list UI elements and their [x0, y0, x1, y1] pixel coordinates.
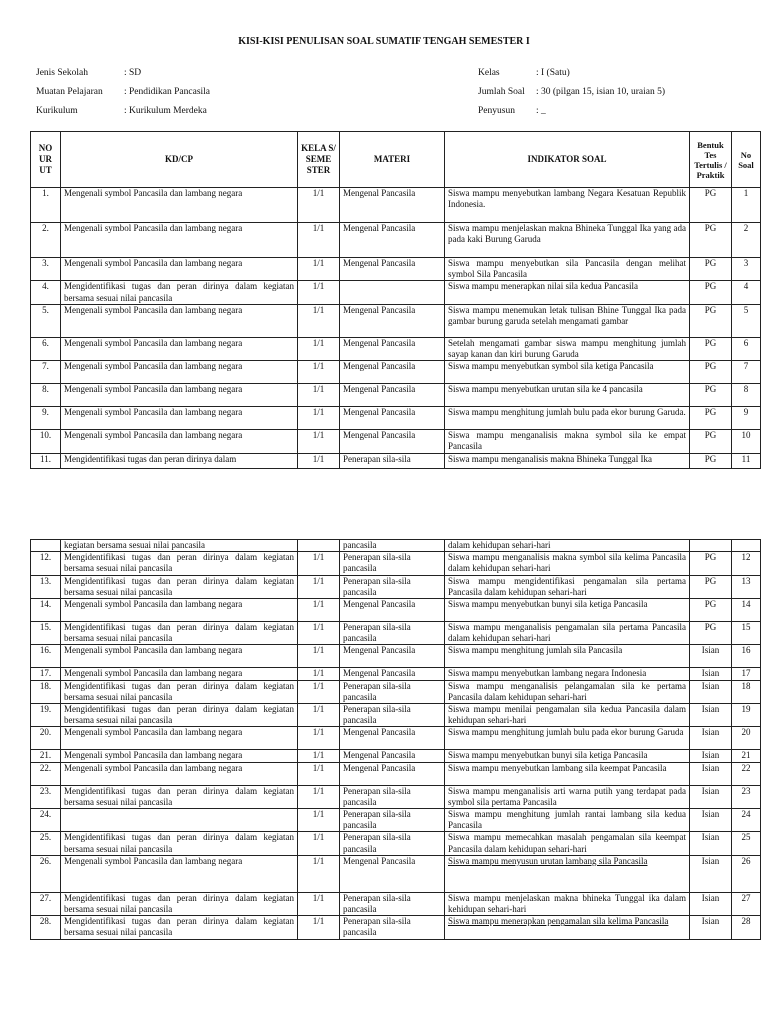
cell-no-soal: 16	[732, 645, 761, 668]
table-row	[31, 223, 761, 258]
cell-no-soal: 23	[732, 785, 761, 808]
table-row	[31, 809, 761, 832]
cell-no: 12.	[31, 552, 61, 575]
header-materi: MATERI	[340, 132, 445, 188]
cell-no-soal: 7	[732, 361, 761, 384]
cell-kd-cp: Mengidentifikasi tugas dan peran dirinya dalam kegiatan bersama sesuai nilai pancasila	[61, 916, 298, 939]
meta-row-jenis-sekolah	[36, 64, 210, 83]
cell-materi: pancasila	[340, 540, 445, 552]
cell-no: 24.	[31, 809, 61, 832]
cell-materi: Mengenal Pancasila	[340, 407, 445, 430]
cell-materi: Penerapan sila-sila pancasila	[340, 916, 445, 939]
cell-materi: Penerapan sila-sila pancasila	[340, 832, 445, 855]
cell-no-soal: 1	[732, 188, 761, 223]
cell-materi: Mengenal Pancasila	[340, 855, 445, 892]
header-bentuk-tes: Bentuk Tes Tertulis / Praktik	[690, 132, 732, 188]
cell-no: 18.	[31, 680, 61, 703]
table-row	[31, 407, 761, 430]
cell-kelas: 1/1	[298, 855, 340, 892]
cell-no-soal: 27	[732, 892, 761, 915]
cell-no-soal: 10	[732, 430, 761, 453]
meta-right	[478, 64, 665, 121]
cell-bentuk: Isian	[690, 892, 732, 915]
cell-no-soal: 19	[732, 704, 761, 727]
table-row	[31, 622, 761, 645]
cell-bentuk: Isian	[690, 750, 732, 762]
cell-indikator: Siswa mampu menghitung jumlah rantai lambang sila kedua Pancasila	[445, 809, 690, 832]
cell-kd-cp: Mengenali symbol Pancasila dan lambang negara	[61, 645, 298, 668]
cell-kd-cp: Mengenali symbol Pancasila dan lambang negara	[61, 223, 298, 258]
cell-bentuk: PG	[690, 188, 732, 223]
table-row	[31, 750, 761, 762]
cell-no-soal: 25	[732, 832, 761, 855]
table-row	[31, 668, 761, 680]
cell-kelas: 1/1	[298, 892, 340, 915]
cell-indikator: Siswa mampu menghitung jumlah bulu pada ekor burung Garuda.	[445, 407, 690, 430]
cell-materi: Mengenal Pancasila	[340, 361, 445, 384]
cell-kelas: 1/1	[298, 809, 340, 832]
cell-bentuk: PG	[690, 304, 732, 337]
cell-kd-cp: kegiatan bersama sesuai nilai pancasila	[61, 540, 298, 552]
table-row	[31, 645, 761, 668]
meta-row-kurikulum	[36, 102, 210, 121]
cell-materi: Mengenal Pancasila	[340, 337, 445, 360]
cell-kelas: 1/1	[298, 750, 340, 762]
cell-materi	[340, 281, 445, 304]
cell-indikator: Siswa mampu menerapkan nilai sila kedua Pancasila	[445, 281, 690, 304]
cell-no: 22.	[31, 762, 61, 785]
cell-no-soal: 26	[732, 855, 761, 892]
kisi-kisi-table-page-1	[30, 131, 761, 469]
cell-kelas: 1/1	[298, 223, 340, 258]
cell-no-soal: 3	[732, 258, 761, 281]
cell-materi: Mengenal Pancasila	[340, 668, 445, 680]
meta-row-muatan-pelajaran	[36, 83, 210, 102]
cell-kelas: 1/1	[298, 599, 340, 622]
cell-kd-cp: Mengidentifikasi tugas dan peran dirinya dalam kegiatan bersama sesuai nilai pancasila	[61, 281, 298, 304]
cell-no-soal: 22	[732, 762, 761, 785]
table-row	[31, 892, 761, 915]
cell-indikator: Siswa mampu menyebutkan lambang sila keempat Pancasila	[445, 762, 690, 785]
cell-kelas: 1/1	[298, 188, 340, 223]
cell-no-soal: 5	[732, 304, 761, 337]
cell-indikator: Siswa mampu menganalisis arti warna putih yang terdapat pada symbol sila pertama Pancasila	[445, 785, 690, 808]
cell-bentuk: PG	[690, 281, 732, 304]
cell-no-soal: 6	[732, 337, 761, 360]
cell-kelas: 1/1	[298, 384, 340, 407]
meta-value: : _	[536, 106, 546, 116]
cell-no-soal: 12	[732, 552, 761, 575]
header-kd-cp: KD/CP	[61, 132, 298, 188]
meta-label: Jenis Sekolah	[36, 68, 88, 78]
table-row	[31, 704, 761, 727]
cell-materi: Mengenal Pancasila	[340, 430, 445, 453]
cell-bentuk: Isian	[690, 855, 732, 892]
cell-kd-cp: Mengenali symbol Pancasila dan lambang negara	[61, 430, 298, 453]
cell-no: 4.	[31, 281, 61, 304]
cell-kd-cp: Mengenali symbol Pancasila dan lambang negara	[61, 727, 298, 750]
table-row	[31, 453, 761, 468]
cell-bentuk: PG	[690, 361, 732, 384]
table-row	[31, 762, 761, 785]
cell-kelas: 1/1	[298, 407, 340, 430]
cell-no: 25.	[31, 832, 61, 855]
cell-no: 7.	[31, 361, 61, 384]
cell-materi: Penerapan sila-sila pancasila	[340, 552, 445, 575]
cell-indikator: Siswa mampu menghitung jumlah sila Pancasila	[445, 645, 690, 668]
cell-kelas	[298, 540, 340, 552]
cell-materi: Mengenal Pancasila	[340, 304, 445, 337]
cell-materi: Penerapan sila-sila pancasila	[340, 680, 445, 703]
cell-kd-cp: Mengenali symbol Pancasila dan lambang negara	[61, 361, 298, 384]
cell-no: 2.	[31, 223, 61, 258]
cell-indikator: dalam kehidupan sehari-hari	[445, 540, 690, 552]
cell-kelas: 1/1	[298, 785, 340, 808]
table-row	[31, 832, 761, 855]
cell-bentuk: PG	[690, 552, 732, 575]
cell-kelas: 1/1	[298, 337, 340, 360]
cell-no: 11.	[31, 453, 61, 468]
cell-indikator: Siswa mampu menyebutkan lambang Negara Kesatuan Republik Indonesia.	[445, 188, 690, 223]
cell-kd-cp: Mengidentifikasi tugas dan peran dirinya dalam kegiatan bersama sesuai nilai pancasila	[61, 575, 298, 598]
cell-kelas: 1/1	[298, 258, 340, 281]
cell-bentuk: PG	[690, 407, 732, 430]
cell-kelas: 1/1	[298, 645, 340, 668]
header-indikator-soal: INDIKATOR SOAL	[445, 132, 690, 188]
cell-kd-cp: Mengenali symbol Pancasila dan lambang negara	[61, 599, 298, 622]
cell-no-soal: 17	[732, 668, 761, 680]
table-row	[31, 727, 761, 750]
cell-materi: Penerapan sila-sila pancasila	[340, 622, 445, 645]
cell-bentuk: Isian	[690, 704, 732, 727]
cell-kelas: 1/1	[298, 832, 340, 855]
cell-no: 13.	[31, 575, 61, 598]
cell-indikator: Siswa mampu menjelaskan makna Bhineka Tunggal Ika yang ada pada kaki Burung Garuda	[445, 223, 690, 258]
cell-no-soal: 15	[732, 622, 761, 645]
cell-no: 8.	[31, 384, 61, 407]
cell-bentuk: PG	[690, 223, 732, 258]
cell-bentuk: PG	[690, 622, 732, 645]
cell-no-soal: 21	[732, 750, 761, 762]
table-row	[31, 281, 761, 304]
cell-no	[31, 540, 61, 552]
table-row	[31, 430, 761, 453]
table-row	[31, 680, 761, 703]
cell-no: 1.	[31, 188, 61, 223]
cell-kelas: 1/1	[298, 361, 340, 384]
table-row	[31, 540, 761, 552]
cell-indikator: Siswa mampu menganalisis makna symbol sila kelima Pancasila dalam kehidupan sehari-hari	[445, 552, 690, 575]
table-row	[31, 916, 761, 939]
cell-no-soal	[732, 540, 761, 552]
cell-no: 16.	[31, 645, 61, 668]
cell-no: 21.	[31, 750, 61, 762]
header-no-urut: NO UR UT	[31, 132, 61, 188]
cell-no: 14.	[31, 599, 61, 622]
cell-indikator: Siswa mampu memecahkan masalah pengamalan sila keempat Pancasila dalam kehidupan sehari-hari	[445, 832, 690, 855]
cell-kelas: 1/1	[298, 704, 340, 727]
cell-no-soal: 18	[732, 680, 761, 703]
cell-no: 3.	[31, 258, 61, 281]
cell-indikator: Siswa mampu menyusun urutan lambang sila Pancasila	[445, 855, 690, 892]
cell-materi: Mengenal Pancasila	[340, 188, 445, 223]
cell-indikator: Siswa mampu menyebutkan bunyi sila ketiga Pancasila	[445, 750, 690, 762]
cell-kd-cp: Mengenali symbol Pancasila dan lambang negara	[61, 258, 298, 281]
meta-value: : Pendidikan Pancasila	[124, 87, 211, 97]
cell-no: 23.	[31, 785, 61, 808]
cell-no: 10.	[31, 430, 61, 453]
cell-kd-cp: Mengidentifikasi tugas dan peran dirinya dalam kegiatan bersama sesuai nilai pancasila	[61, 552, 298, 575]
cell-indikator: Siswa mampu menemukan letak tulisan Bhine Tunggal Ika pada gambar burung garuda setelah mengamati gambar	[445, 304, 690, 337]
cell-materi: Mengenal Pancasila	[340, 223, 445, 258]
cell-indikator: Siswa mampu mengidentifikasi pengamalan sila pertama Pancasila dalam kehidupan sehari-hari	[445, 575, 690, 598]
cell-bentuk: Isian	[690, 645, 732, 668]
cell-bentuk: PG	[690, 430, 732, 453]
table-row	[31, 575, 761, 598]
cell-kd-cp: Mengidentifikasi tugas dan peran dirinya dalam kegiatan bersama sesuai nilai pancasila	[61, 785, 298, 808]
cell-bentuk: Isian	[690, 762, 732, 785]
cell-kelas: 1/1	[298, 916, 340, 939]
cell-no: 20.	[31, 727, 61, 750]
cell-bentuk: Isian	[690, 832, 732, 855]
cell-kd-cp: Mengenali symbol Pancasila dan lambang negara	[61, 337, 298, 360]
cell-no-soal: 2	[732, 223, 761, 258]
table-row	[31, 188, 761, 223]
cell-kd-cp: Mengenali symbol Pancasila dan lambang negara	[61, 407, 298, 430]
table-row	[31, 552, 761, 575]
cell-kelas: 1/1	[298, 430, 340, 453]
cell-materi: Mengenal Pancasila	[340, 258, 445, 281]
cell-bentuk: Isian	[690, 785, 732, 808]
cell-kd-cp: Mengenali symbol Pancasila dan lambang negara	[61, 762, 298, 785]
meta-label: Jumlah Soal	[478, 87, 525, 97]
cell-indikator: Siswa mampu menganalisis makna symbol sila ke empat Pancasila	[445, 430, 690, 453]
cell-kelas: 1/1	[298, 552, 340, 575]
cell-kelas: 1/1	[298, 453, 340, 468]
cell-materi: Penerapan sila-sila pancasila	[340, 704, 445, 727]
table-row	[31, 337, 761, 360]
cell-no: 6.	[31, 337, 61, 360]
cell-kd-cp: Mengenali symbol Pancasila dan lambang negara	[61, 304, 298, 337]
cell-no: 26.	[31, 855, 61, 892]
cell-materi: Mengenal Pancasila	[340, 645, 445, 668]
cell-bentuk: Isian	[690, 916, 732, 939]
cell-no-soal: 20	[732, 727, 761, 750]
cell-kelas: 1/1	[298, 762, 340, 785]
cell-materi: Mengenal Pancasila	[340, 599, 445, 622]
cell-no: 15.	[31, 622, 61, 645]
cell-no: 17.	[31, 668, 61, 680]
cell-indikator: Setelah mengamati gambar siswa mampu menghitung jumlah sayap kanan dan kiri burung Garuda	[445, 337, 690, 360]
meta-label: Muatan Pelajaran	[36, 87, 103, 97]
cell-bentuk: PG	[690, 337, 732, 360]
cell-materi: Penerapan sila-sila	[340, 453, 445, 468]
cell-kd-cp	[61, 809, 298, 832]
cell-materi: Penerapan sila-sila pancasila	[340, 892, 445, 915]
meta-label: Penyusun	[478, 106, 515, 116]
cell-kd-cp: Mengidentifikasi tugas dan peran dirinya dalam kegiatan bersama sesuai nilai pancasila	[61, 622, 298, 645]
meta-row-kelas	[478, 64, 665, 83]
cell-materi: Penerapan sila-sila pancasila	[340, 809, 445, 832]
cell-bentuk: PG	[690, 599, 732, 622]
cell-bentuk: PG	[690, 453, 732, 468]
cell-kd-cp: Mengidentifikasi tugas dan peran dirinya dalam kegiatan bersama sesuai nilai pancasila	[61, 704, 298, 727]
cell-no-soal: 14	[732, 599, 761, 622]
header-kelas-semester: KELA S/ SEME STER	[298, 132, 340, 188]
table-row	[31, 304, 761, 337]
cell-kelas: 1/1	[298, 622, 340, 645]
cell-kelas: 1/1	[298, 304, 340, 337]
cell-no: 28.	[31, 916, 61, 939]
cell-kd-cp: Mengenali symbol Pancasila dan lambang negara	[61, 384, 298, 407]
cell-indikator: Siswa mampu menganalisis makna Bhineka Tunggal Ika	[445, 453, 690, 468]
table-header-row	[31, 132, 761, 188]
cell-bentuk: Isian	[690, 680, 732, 703]
document-title: KISI-KISI PENULISAN SOAL SUMATIF TENGAH SEMESTER I	[238, 36, 530, 47]
cell-no-soal: 28	[732, 916, 761, 939]
cell-bentuk	[690, 540, 732, 552]
meta-value: : I (Satu)	[536, 68, 570, 78]
cell-bentuk: PG	[690, 258, 732, 281]
cell-indikator: Siswa mampu menyebutkan lambang negara Indonesia	[445, 668, 690, 680]
meta-value: : Kurikulum Merdeka	[124, 106, 207, 116]
cell-indikator: Siswa mampu menyebutkan symbol sila ketiga Pancasila	[445, 361, 690, 384]
cell-kd-cp: Mengidentifikasi tugas dan peran dirinya dalam kegiatan bersama sesuai nilai pancasila	[61, 680, 298, 703]
cell-indikator: Siswa mampu menganalisis pengamalan sila pertama Pancasila dalam kehidupan sehari-hari	[445, 622, 690, 645]
meta-label: Kurikulum	[36, 106, 78, 116]
cell-materi: Mengenal Pancasila	[340, 727, 445, 750]
meta-row-penyusun	[478, 102, 665, 121]
cell-indikator: Siswa mampu menghitung jumlah bulu pada ekor burung Garuda	[445, 727, 690, 750]
cell-kelas: 1/1	[298, 281, 340, 304]
cell-kelas: 1/1	[298, 727, 340, 750]
cell-kd-cp: Mengenali symbol Pancasila dan lambang negara	[61, 750, 298, 762]
cell-indikator: Siswa mampu menilai pengamalan sila kedua Pancasila dalam kehidupan sehari-hari	[445, 704, 690, 727]
cell-materi: Mengenal Pancasila	[340, 384, 445, 407]
meta-value: : SD	[124, 68, 142, 78]
cell-kd-cp: Mengenali symbol Pancasila dan lambang negara	[61, 188, 298, 223]
cell-indikator: Siswa mampu menganalisis pelangamalan sila ke pertama Pancasila dalam kehidupan sehari-hari	[445, 680, 690, 703]
cell-kelas: 1/1	[298, 668, 340, 680]
cell-bentuk: PG	[690, 384, 732, 407]
cell-indikator: Siswa mampu menyebutkan urutan sila ke 4 pancasila	[445, 384, 690, 407]
meta-row-jumlah-soal	[478, 83, 665, 102]
cell-kd-cp: Mengidentifikasi tugas dan peran dirinya dalam	[61, 453, 298, 468]
cell-kd-cp: Mengenali symbol Pancasila dan lambang negara	[61, 668, 298, 680]
cell-materi: Mengenal Pancasila	[340, 762, 445, 785]
cell-bentuk: Isian	[690, 809, 732, 832]
table-row	[31, 785, 761, 808]
cell-kd-cp: Mengidentifikasi tugas dan peran dirinya dalam kegiatan bersama sesuai nilai pancasila	[61, 892, 298, 915]
cell-no-soal: 9	[732, 407, 761, 430]
cell-no: 19.	[31, 704, 61, 727]
cell-indikator: Siswa mampu menerapkan pengamalan sila kelima Pancasila	[445, 916, 690, 939]
cell-kd-cp: Mengidentifikasi tugas dan peran dirinya dalam kegiatan bersama sesuai nilai pancasila	[61, 832, 298, 855]
cell-kelas: 1/1	[298, 575, 340, 598]
cell-no-soal: 11	[732, 453, 761, 468]
header-no-soal: No Soal	[732, 132, 761, 188]
cell-no-soal: 24	[732, 809, 761, 832]
cell-no: 5.	[31, 304, 61, 337]
cell-materi: Penerapan sila-sila pancasila	[340, 785, 445, 808]
cell-no: 9.	[31, 407, 61, 430]
meta-label: Kelas	[478, 68, 500, 78]
cell-no: 27.	[31, 892, 61, 915]
meta-left	[36, 64, 210, 121]
cell-materi: Penerapan sila-sila pancasila	[340, 575, 445, 598]
cell-kd-cp: Mengenali symbol Pancasila dan lambang negara	[61, 855, 298, 892]
kisi-kisi-table-page-2	[30, 539, 761, 940]
cell-no-soal: 13	[732, 575, 761, 598]
cell-indikator: Siswa mampu menyebutkan bunyi sila ketiga Pancasila	[445, 599, 690, 622]
cell-kelas: 1/1	[298, 680, 340, 703]
meta-value: : 30 (pilgan 15, isian 10, uraian 5)	[536, 87, 666, 97]
cell-no-soal: 8	[732, 384, 761, 407]
table-row	[31, 361, 761, 384]
cell-no-soal: 4	[732, 281, 761, 304]
cell-materi: Mengenal Pancasila	[340, 750, 445, 762]
cell-indikator: Siswa mampu menyebutkan sila Pancasila dengan melihat symbol Sila Pancasila	[445, 258, 690, 281]
table-row	[31, 258, 761, 281]
cell-bentuk: Isian	[690, 668, 732, 680]
cell-bentuk: PG	[690, 575, 732, 598]
cell-bentuk: Isian	[690, 727, 732, 750]
table-row	[31, 855, 761, 892]
table-row	[31, 384, 761, 407]
table-row	[31, 599, 761, 622]
cell-indikator: Siswa mampu menjelaskan makna bhineka Tunggal ika dalam kehidupan sehari-hari	[445, 892, 690, 915]
